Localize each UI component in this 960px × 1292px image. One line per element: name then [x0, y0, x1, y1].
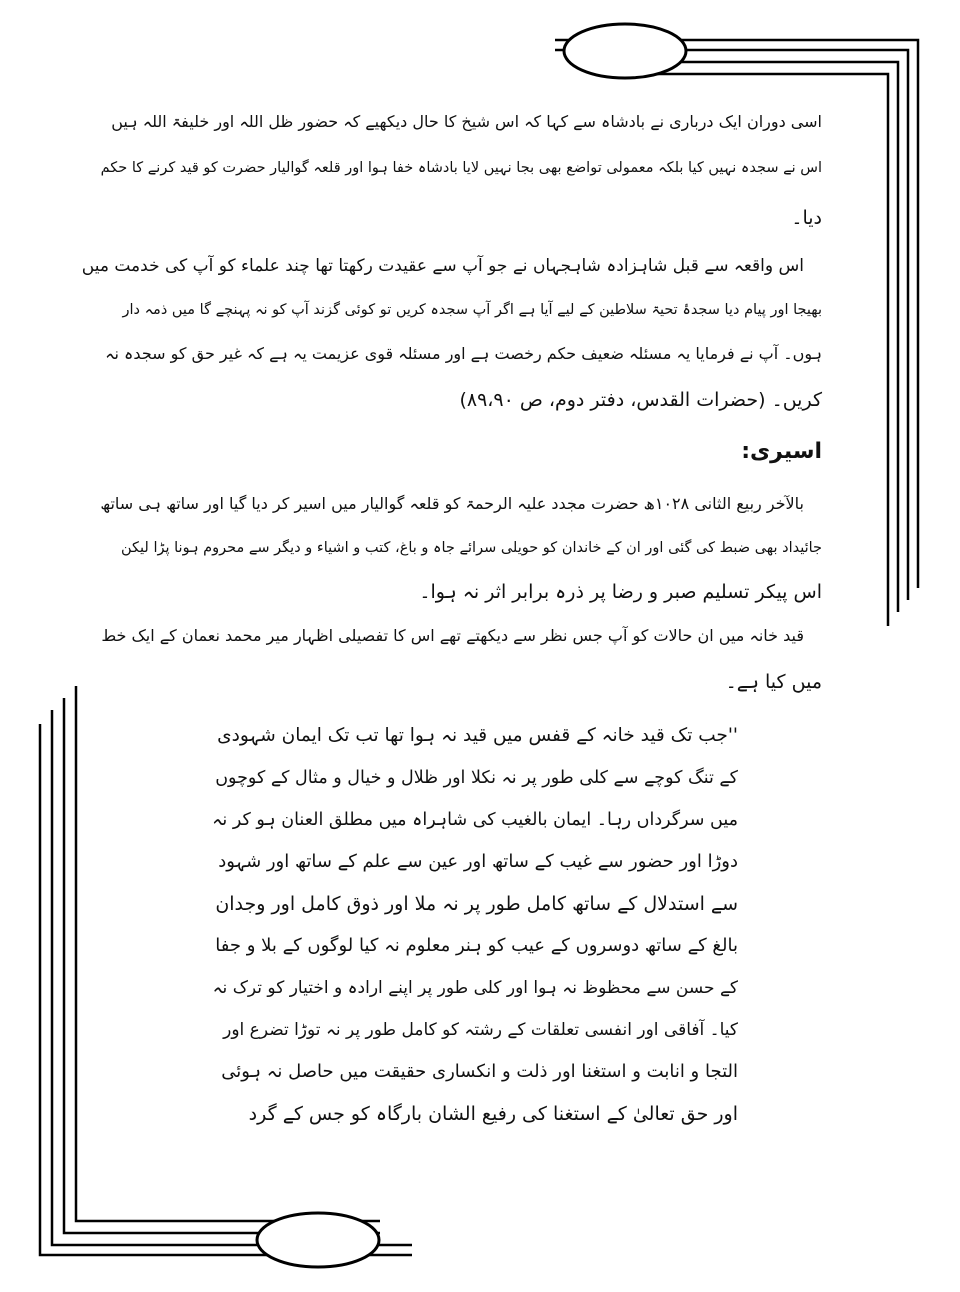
text-line: اسی دوران ایک درباری نے بادشاہ سے کہا کہ اس شیخ کا حال دیکھیے کہ حضور ظل اللہ اور خلیفۃ اللہ ہیں [111, 112, 822, 131]
text-line: جائیداد بھی ضبط کی گئی اور ان کے خاندان کو حویلی سرائے جاہ و باغ، کتب و اشیاء و دیگر سے محروم ہونا پڑا لیکن [121, 540, 822, 556]
quote-line: کے حسن سے محظوظ نہ ہوا اور کلی طور پر اپنے ارادہ و اختیار کو ترک نہ [212, 978, 738, 998]
quote-line: بالغ کے ساتھ دوسروں کے عیب کو ہنر معلوم نہ کیا لوگوں کے بلا و جفا [215, 935, 738, 956]
quote-line: کے تنگ کوچے سے کلی طور پر نہ نکلا اور ظلال و خیال و مثال کے کوچوں [215, 768, 738, 788]
quote-line: میں سرگرداں رہا۔ ایمان بالغیب کی شاہراہ میں مطلق العنان ہو کر نہ [212, 810, 738, 830]
top-ornament-oval [564, 24, 686, 78]
text-line: اس نے سجدہ نہیں کیا بلکہ معمولی تواضع بھی بجا نہیں لایا بادشاہ خفا ہوا اور قلعہ گوالیار حضرت کو قید کرنے کا حکم [100, 160, 822, 176]
text-line: بالآخر ربیع الثانی ۱۰۲۸ھ حضرت مجدد علیہ الرحمۃ کو قلعہ گوالیار میں اسیر کر دیا گیا اور ساتھ ہی ساتھ [100, 494, 804, 513]
section-paragraph [100, 492, 822, 702]
block-quote [212, 724, 738, 1164]
section-heading-block [700, 440, 822, 476]
text-line: قید خانہ میں ان حالات کو آپ جس نظر سے دیکھتے تھے اس کا تفصیلی اظہار میر محمد نعمان کے ایک خط [101, 626, 804, 645]
main-paragraph [81, 110, 822, 450]
text-line: میں کیا ہے۔ [725, 671, 822, 693]
citation-line: کریں۔ (حضرات القدس، دفتر دوم، ص ۸۹،۹۰) [459, 389, 822, 411]
quote-line: اور حق تعالیٰ کے استغنا کی رفیع الشان بارگاہ کو جس کے گرد [248, 1103, 738, 1125]
quote-line: ''جب تک قید خانہ کے قفس میں قید نہ ہوا تھا تب تک ایمان شہودی [217, 725, 738, 746]
text-line: ہوں۔ آپ نے فرمایا یہ مسئلہ ضعیف حکم رخصت ہے اور مسئلہ قوی عزیمت یہ ہے کہ غیر حق کو سجدہ نہ [105, 344, 822, 363]
quote-line: دوڑا اور حضور سے غیب کے ساتھ اور عین سے علم کے ساتھ اور شہود [218, 851, 738, 872]
text-line: اس واقعہ سے قبل شاہزادہ شاہجہاں نے جو آپ سے عقیدت رکھتا تھا چند علماء کو آپ کی خدمت میں [81, 256, 804, 276]
text-line: دیا۔ [791, 207, 822, 229]
text-line: بھیجا اور پیام دیا سجدۂ تحیۃ سلاطین کے لیے آیا ہے اگر آپ سجدہ کریں تو کوئی گزند آپ کو نہ پہنچے گا میں ذمہ دار [122, 302, 822, 318]
quote-line: سے استدلال کے ساتھ کامل طور پر نہ ملا اور ذوق کامل اور وجدان [215, 893, 738, 915]
quote-line: التجا و انابت و استغنا اور ذلت و انکساری حقیقت میں حاصل نہ ہوئی [221, 1061, 738, 1082]
quote-line: کیا۔ آفاقی اور انفسی تعلقات کے رشتہ کو کامل طور پر نہ توڑا تضرع اور [223, 1020, 738, 1040]
bottom-ornament-oval [257, 1213, 379, 1267]
text-line: اس پیکر تسلیم صبر و رضا پر ذرہ برابر اثر نہ ہوا۔ [419, 581, 822, 603]
section-heading: اسیری: [741, 439, 822, 464]
